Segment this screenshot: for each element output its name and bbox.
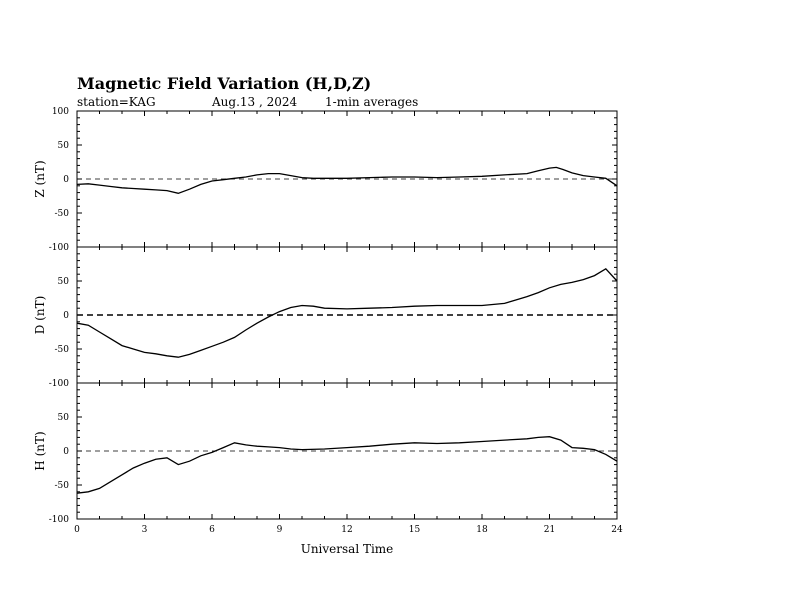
panel-0 bbox=[33, 107, 617, 253]
panel-2 bbox=[33, 383, 623, 556]
station-label: station=KAG bbox=[77, 95, 156, 109]
y-axis-label: D (nT) bbox=[33, 295, 47, 335]
x-tick-label: 9 bbox=[276, 525, 283, 535]
y-tick-label: -100 bbox=[48, 515, 69, 525]
y-tick-label: -50 bbox=[54, 345, 69, 355]
x-tick-label: 3 bbox=[141, 525, 148, 535]
x-axis-label: Universal Time bbox=[300, 542, 394, 556]
series-line bbox=[77, 167, 617, 193]
y-tick-label: -100 bbox=[48, 243, 69, 253]
panel-1 bbox=[33, 247, 617, 389]
series-line bbox=[77, 269, 617, 357]
y-tick-label: -100 bbox=[48, 379, 69, 389]
x-tick-label: 15 bbox=[408, 525, 421, 535]
x-tick-label: 6 bbox=[209, 525, 215, 535]
y-tick-label: -50 bbox=[54, 481, 69, 491]
y-axis-label: H (nT) bbox=[33, 431, 47, 471]
y-tick-label: 50 bbox=[57, 141, 69, 151]
averaging-label: 1-min averages bbox=[325, 95, 419, 109]
y-tick-label: 100 bbox=[51, 107, 69, 117]
x-tick-label: 21 bbox=[543, 525, 556, 535]
chart-title: Magnetic Field Variation (H,D,Z) bbox=[77, 74, 372, 93]
y-tick-label: 50 bbox=[57, 277, 69, 287]
x-tick-label: 18 bbox=[476, 525, 488, 535]
date-label: Aug.13 , 2024 bbox=[212, 95, 298, 109]
y-axis-label: Z (nT) bbox=[33, 160, 47, 198]
series-line bbox=[77, 437, 617, 494]
x-tick-label: 12 bbox=[341, 525, 353, 535]
x-tick-label: 24 bbox=[611, 525, 623, 535]
y-tick-label: 0 bbox=[63, 447, 69, 457]
y-tick-label: 0 bbox=[63, 175, 69, 185]
y-tick-label: -50 bbox=[54, 209, 69, 219]
y-tick-label: 0 bbox=[63, 311, 69, 321]
y-tick-label: 50 bbox=[57, 413, 69, 423]
x-tick-label: 0 bbox=[74, 525, 80, 535]
